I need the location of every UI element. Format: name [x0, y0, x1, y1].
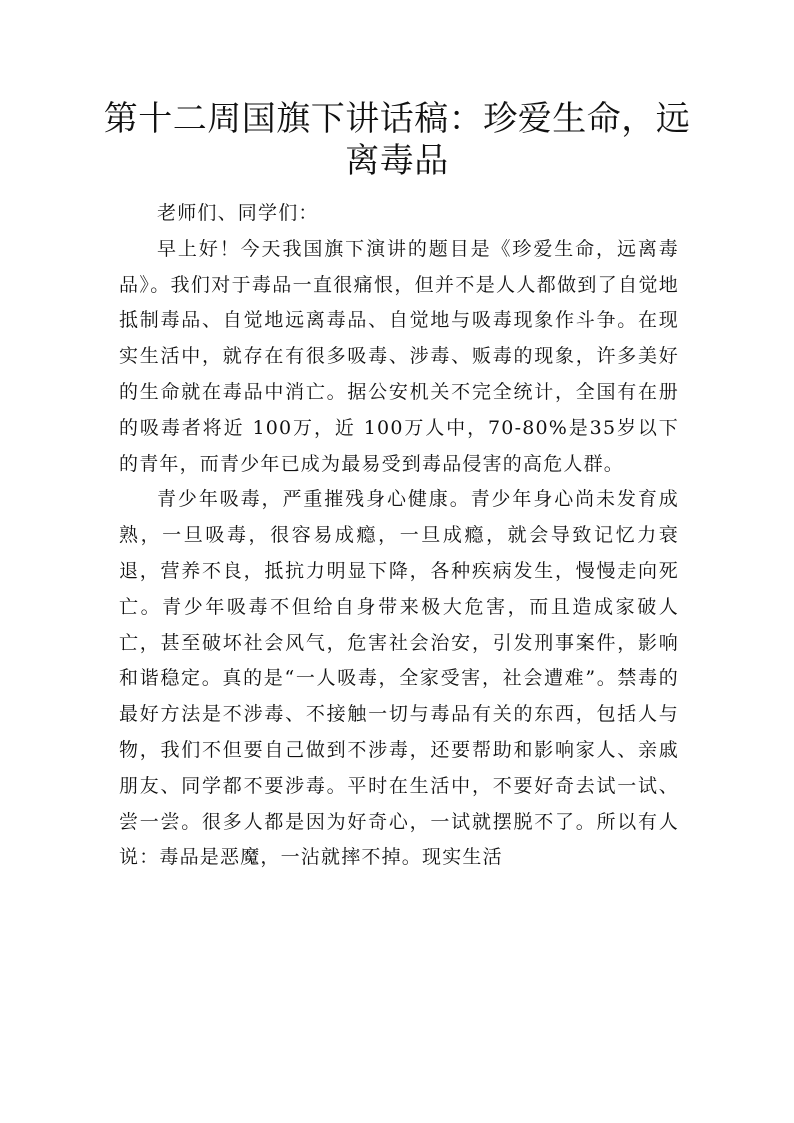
document-body [119, 196, 679, 876]
paragraph-2: 青少年吸毒，严重摧残身心健康。青少年身心尚未发育成熟，一旦吸毒，很容易成瘾，一旦成瘾，就会导致记忆力衰退，营养不良，抵抗力明显下降，各种疾病发生，慢慢走向死亡。青少年吸毒不但给自身带来极大危害，而且造成家破人亡，甚至破坏社会风气，危害社会治安，引发刑事案件，影响和谐稳定。真的是“一人吸毒，全家受害，社会遭难”。禁毒的最好方法是不涉毒、不接触一切与毒品有关的东西，包括人与物，我们不但要自己做到不涉毒，还要帮助和影响家人、亲戚朋友、同学都不要涉毒。平时在生活中，不要好奇去试一试、尝一尝。很多人都是因为好奇心，一试就摆脱不了。所以有人说：毒品是恶魔，一沾就摔不掉。现实生活 [119, 488, 679, 869]
greeting-line: 老师们、同学们： [157, 202, 319, 224]
paragraph-1: 早上好！今天我国旗下演讲的题目是《珍爱生命，远离毒品》。我们对于毒品一直很痛恨，但并不是人人都做到了自觉地抵制毒品、自觉地远离毒品、自觉地与吸毒现象作斗争。在现实生活中，就存在有很多吸毒、涉毒、贩毒的现象，许多美好的生命就在毒品中消亡。据公安机关不完全统计，全国有在册的吸毒者将近 100万，近 100万人中，70-80%是35岁以下的青年，而青少年已成为最易受到毒品侵害的高危人群。 [119, 237, 679, 475]
document-title: 第十二周国旗下讲话稿：珍爱生命，远离毒品 [103, 99, 691, 181]
